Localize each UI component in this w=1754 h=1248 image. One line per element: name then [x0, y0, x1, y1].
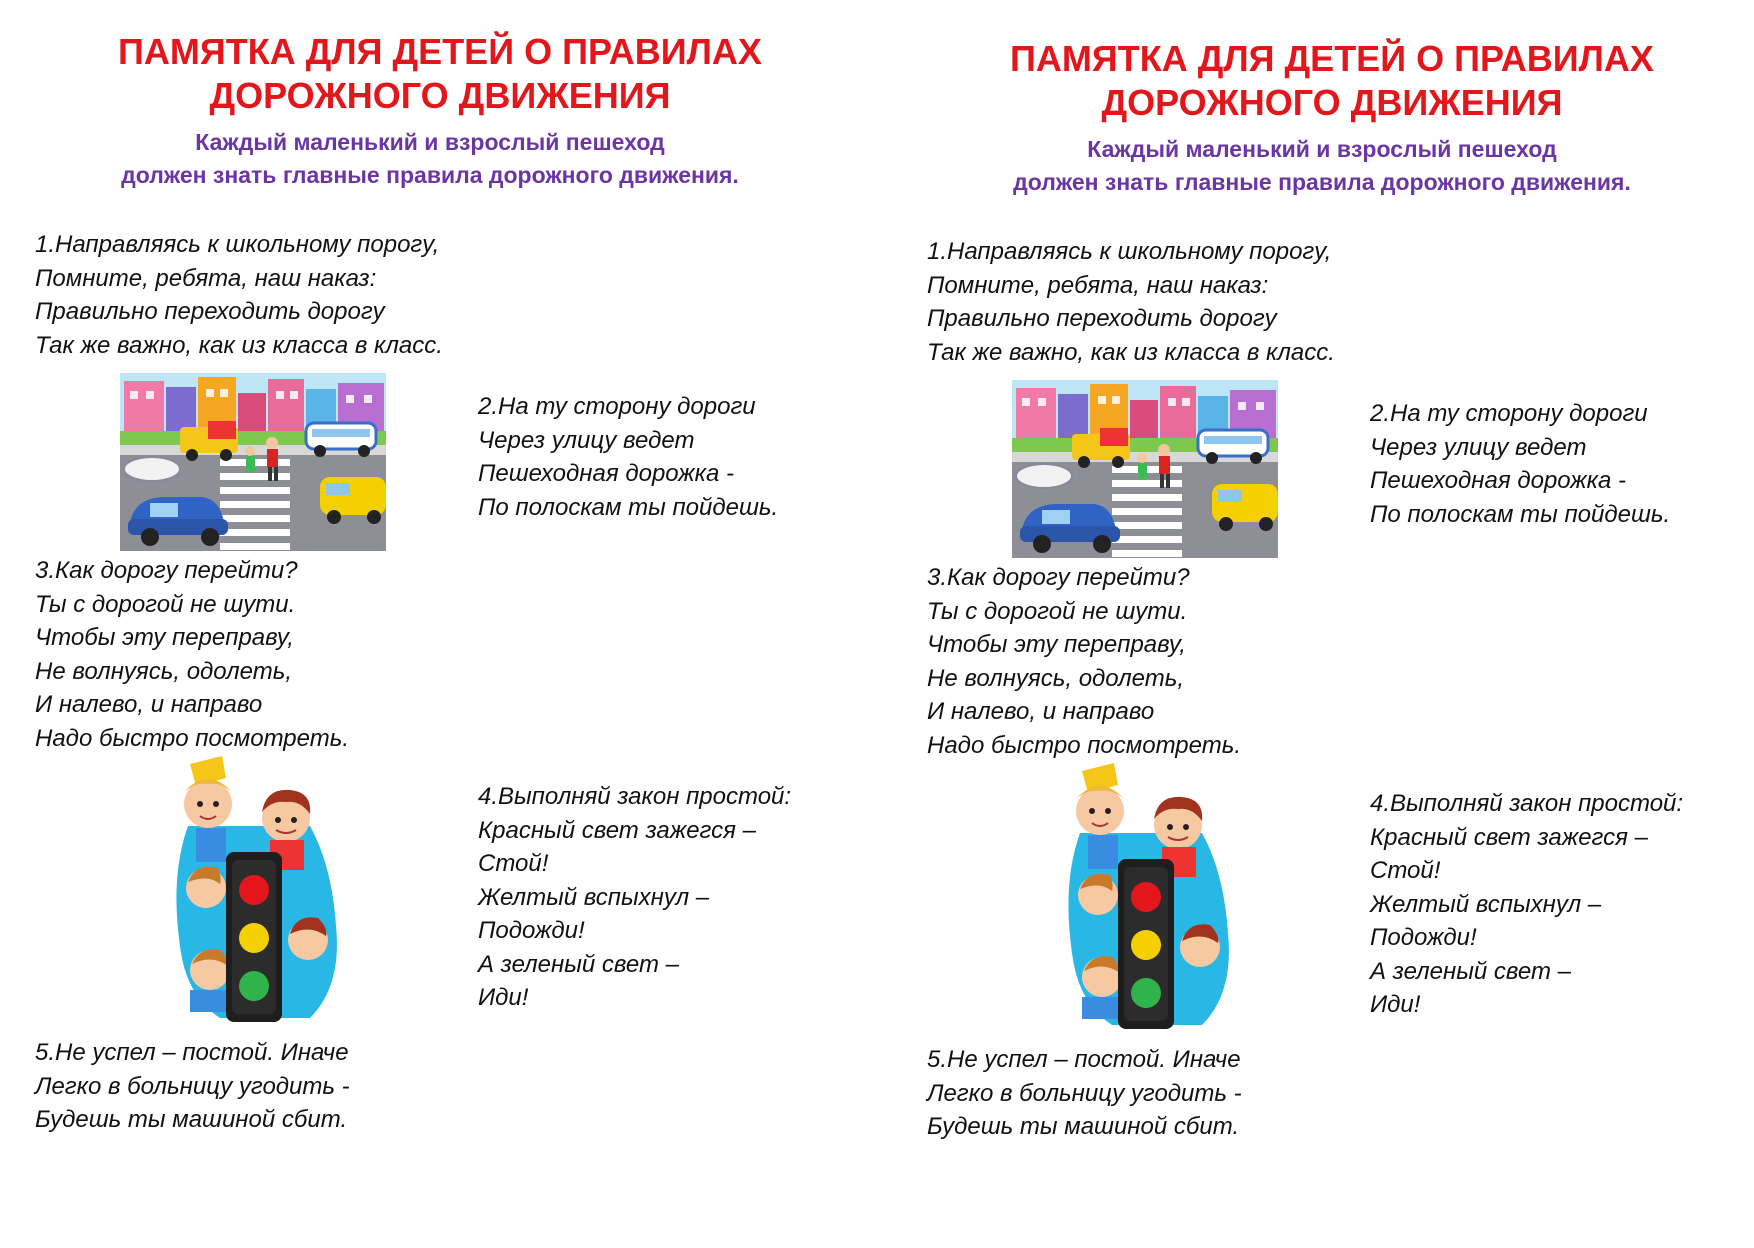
memo-title-line: ДОРОЖНОГО ДВИЖЕНИЯ	[1101, 82, 1563, 123]
verse-line: А зеленый свет –	[478, 950, 679, 978]
verse-line: Желтый вспыхнул –	[1370, 890, 1602, 918]
memo-subtitle-line: должен знать главные правила дорожного движения.	[1013, 169, 1631, 195]
verse-line: 4.Выполняй закон простой:	[1370, 790, 1684, 817]
verse-line: Ты с дорогой не шути.	[927, 597, 1188, 625]
verse-4	[478, 780, 791, 1015]
verse-line: Через улицу ведет	[1370, 433, 1587, 461]
verse-line: Будешь ты машиной сбит.	[927, 1113, 1240, 1140]
verse-line: Надо быстро посмотреть.	[35, 724, 349, 752]
verse-line: Чтобы эту переправу,	[35, 624, 294, 651]
verse-line: 5.Не успел – постой. Иначе	[35, 1039, 349, 1066]
verse-line: Пешеходная дорожка -	[478, 460, 734, 487]
traffic-light-kids-illustration	[1052, 763, 1242, 1039]
verse-line: Легко в больницу угодить -	[927, 1079, 1242, 1107]
verse-line: Не волнуясь, одолеть,	[35, 657, 293, 685]
memo-column-left	[0, 0, 877, 1241]
verse-line: Пешеходная дорожка -	[1370, 467, 1626, 494]
verse-line: По полоскам ты пойдешь.	[478, 493, 779, 521]
verse-line: И налево, и направо	[35, 691, 263, 718]
street-crossing-illustration	[1012, 380, 1278, 558]
verse-line: Так же важно, как из класса в класс.	[927, 338, 1335, 366]
verse-line: 2.На ту сторону дороги	[478, 393, 756, 420]
verse-line: 1.Направляясь к школьному порогу,	[35, 231, 440, 258]
verse-3	[927, 561, 1241, 762]
verse-2	[478, 390, 778, 524]
verse-5	[35, 1036, 350, 1137]
verse-line: Помните, ребята, наш наказ:	[35, 264, 377, 292]
verse-3	[35, 554, 349, 755]
verse-line: Чтобы эту переправу,	[927, 631, 1186, 658]
verse-line: 1.Направляясь к школьному порогу,	[927, 238, 1332, 265]
verse-line: Иди!	[1370, 991, 1421, 1018]
memo-subtitle-line: Каждый маленький и взрослый пешеход	[195, 129, 665, 155]
verse-4	[1370, 787, 1683, 1022]
memo-title-line: ПАМЯТКА ДЛЯ ДЕТЕЙ О ПРАВИЛАХ	[1010, 38, 1654, 79]
verse-1	[35, 228, 443, 362]
verse-line: 3.Как дорогу перейти?	[927, 564, 1190, 591]
verse-line: Легко в больницу угодить -	[35, 1072, 350, 1100]
memo-subtitle-line: должен знать главные правила дорожного движения.	[121, 162, 739, 188]
verse-line: Красный свет зажегся –	[478, 816, 756, 844]
memo-title	[972, 37, 1692, 125]
memo-subtitle	[60, 126, 800, 192]
verse-line: Правильно переходить дорогу	[927, 305, 1277, 332]
verse-line: Подожди!	[478, 917, 585, 944]
memo-column-right	[892, 7, 1754, 1248]
verse-line: Через улицу ведет	[478, 426, 695, 454]
verse-line: Красный свет зажегся –	[1370, 823, 1648, 851]
verse-line: 3.Как дорогу перейти?	[35, 557, 298, 584]
verse-line: Подожди!	[1370, 924, 1477, 951]
verse-line: 5.Не успел – постой. Иначе	[927, 1046, 1241, 1073]
verse-line: Правильно переходить дорогу	[35, 298, 385, 325]
memo-title-line: ПАМЯТКА ДЛЯ ДЕТЕЙ О ПРАВИЛАХ	[118, 31, 762, 72]
street-crossing-illustration	[120, 373, 386, 551]
verse-line: А зеленый свет –	[1370, 957, 1571, 985]
verse-line: Стой!	[478, 850, 549, 877]
verse-line: И налево, и направо	[927, 698, 1155, 725]
memo-title	[80, 30, 800, 118]
verse-line: Не волнуясь, одолеть,	[927, 664, 1185, 692]
verse-1	[927, 235, 1335, 369]
verse-line: Надо быстро посмотреть.	[927, 731, 1241, 759]
verse-line: Ты с дорогой не шути.	[35, 590, 296, 618]
verse-line: Так же важно, как из класса в класс.	[35, 331, 443, 359]
verse-line: По полоскам ты пойдешь.	[1370, 500, 1671, 528]
memo-subtitle-line: Каждый маленький и взрослый пешеход	[1087, 136, 1557, 162]
verse-line: Желтый вспыхнул –	[478, 883, 710, 911]
verse-line: Стой!	[1370, 857, 1441, 884]
verse-line: Иди!	[478, 984, 529, 1011]
verse-5	[927, 1043, 1242, 1144]
memo-title-line: ДОРОЖНОГО ДВИЖЕНИЯ	[209, 75, 671, 116]
verse-line: Будешь ты машиной сбит.	[35, 1106, 348, 1133]
traffic-light-kids-illustration	[160, 756, 350, 1032]
verse-line: 2.На ту сторону дороги	[1370, 400, 1648, 427]
verse-2	[1370, 397, 1670, 531]
memo-subtitle	[952, 133, 1692, 199]
verse-line: Помните, ребята, наш наказ:	[927, 271, 1269, 299]
verse-line: 4.Выполняй закон простой:	[478, 783, 792, 810]
